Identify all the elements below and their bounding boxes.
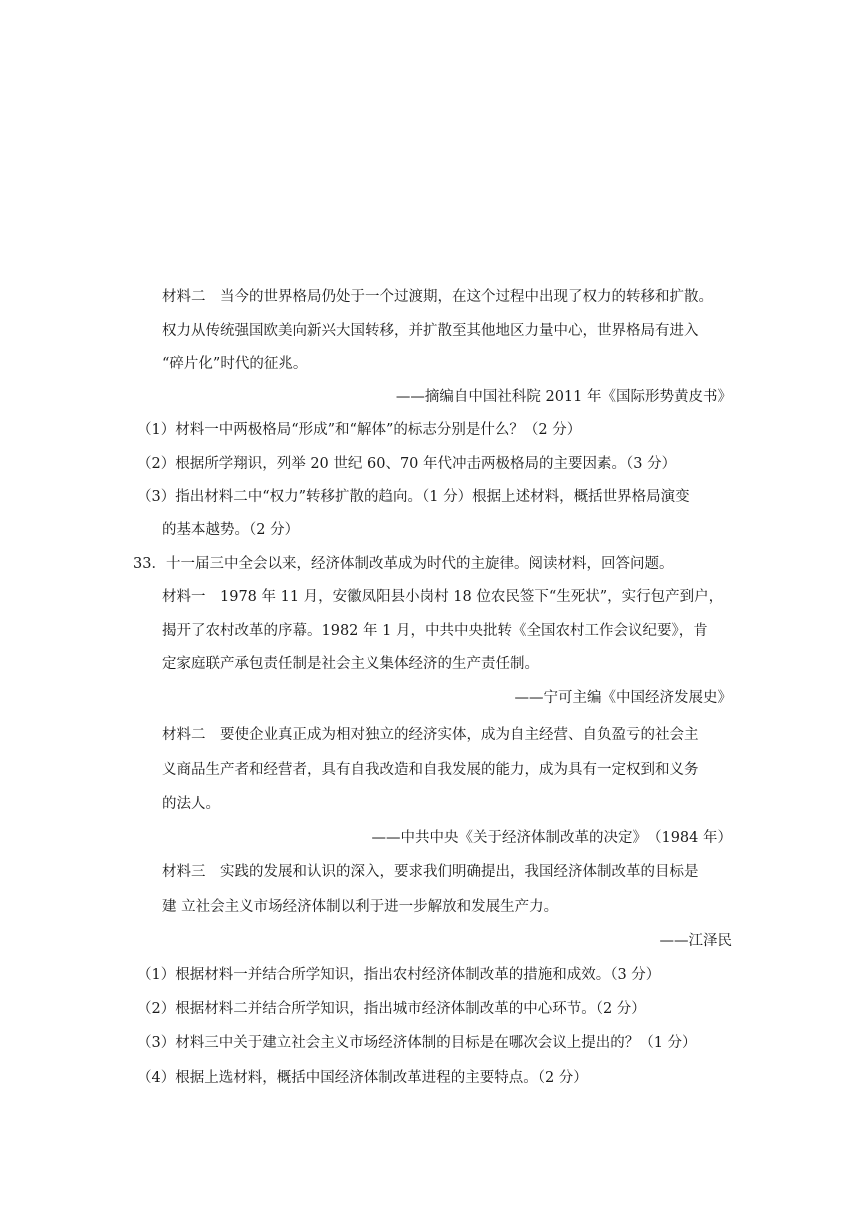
- q33-subquestion-1: （1）根据材料一并结合所学知识，指出农村经济体制改革的措施和成效。（3 分）: [137, 967, 661, 983]
- q32-material-2-line-1: 材料二 当今的世界格局仍处于一个过渡期，在这个过程中出现了权力的转移和扩散。: [162, 289, 713, 305]
- q33-subquestion-4: （4）根据上选材料，概括中国经济体制改革进程的主要特点。（2 分）: [137, 1070, 588, 1086]
- q33-material-1-line-3: 定家庭联产承包责任制是社会主义集体经济的生产责任制。: [162, 656, 539, 672]
- q32-material-2-source: ——摘编自中国社科院 2011 年《国际形势黄皮书》: [395, 389, 732, 405]
- q33-material-2-line-2: 义商品生产者和经营者，具有自我改造和自我发展的能力，成为具有一定权到和义务: [162, 762, 699, 778]
- q32-subquestion-2: （2）根据所学翔识，列举 20 世纪 60、70 年代冲击两极格局的主要因素。（3 分）: [137, 456, 677, 472]
- q32-subquestion-1: （1）材料一中两极格局“形成”和“解体”的标志分别是什么？（2 分）: [137, 422, 582, 438]
- q33-material-3-line-1: 材料三 实践的发展和认识的深入，要求我们明确提出，我国经济体制改革的目标是: [162, 864, 699, 880]
- q33-material-1-line-2: 揭开了农村改革的序幕。1982 年 1 月，中共中央批转《全国农村工作会议纪要》，肯: [162, 623, 708, 639]
- q32-material-2-line-3: “碎片化”时代的征兆。: [162, 356, 308, 372]
- q33-material-1-line-1: 材料一 1978 年 11 月，安徽凤阳县小岗村 18 位农民签下“生死状”，实行包产到户，: [162, 589, 724, 605]
- q33-material-3-line-2: 建 立社会主义市场经济体制以利于进一步解放和发展生产力。: [162, 899, 559, 915]
- q33-stem: 33．十一届三中全会以来，经济体制改革成为时代的主旋律。阅读材料，回答问题。: [133, 556, 674, 572]
- q33-subquestion-2: （2）根据材料二并结合所学知识，指出城市经济体制改革的中心环节。（2 分）: [137, 1001, 646, 1017]
- q33-material-2-line-1: 材料二 要使企业真正成为相对独立的经济实体，成为自主经营、自负盈亏的社会主: [162, 727, 699, 743]
- q33-material-2-source: ——中共中央《关于经济体制改革的决定》 （1984 年）: [371, 830, 732, 846]
- q32-subquestion-3-line-1: （3）指出材料二中“权力”转移扩散的趋向。（1 分）根据上述材料，概括世界格局演变: [137, 489, 690, 505]
- q33-material-2-line-3: 的法人。: [162, 796, 220, 812]
- q33-subquestion-3: （3）材料三中关于建立社会主义市场经济体制的目标是在哪次会议上提出的？（1 分）: [137, 1035, 697, 1051]
- q32-subquestion-3-line-2: 的基本越势。（2 分）: [162, 522, 300, 538]
- q33-material-1-source: ——宁可主编《中国经济发展史》: [514, 690, 732, 706]
- q32-material-2-line-2: 权力从传统强国欧美向新兴大国转移，并扩散至其他地区力量中心，世界格局有进入: [162, 323, 699, 339]
- q33-material-3-source: ——江泽民: [659, 933, 732, 949]
